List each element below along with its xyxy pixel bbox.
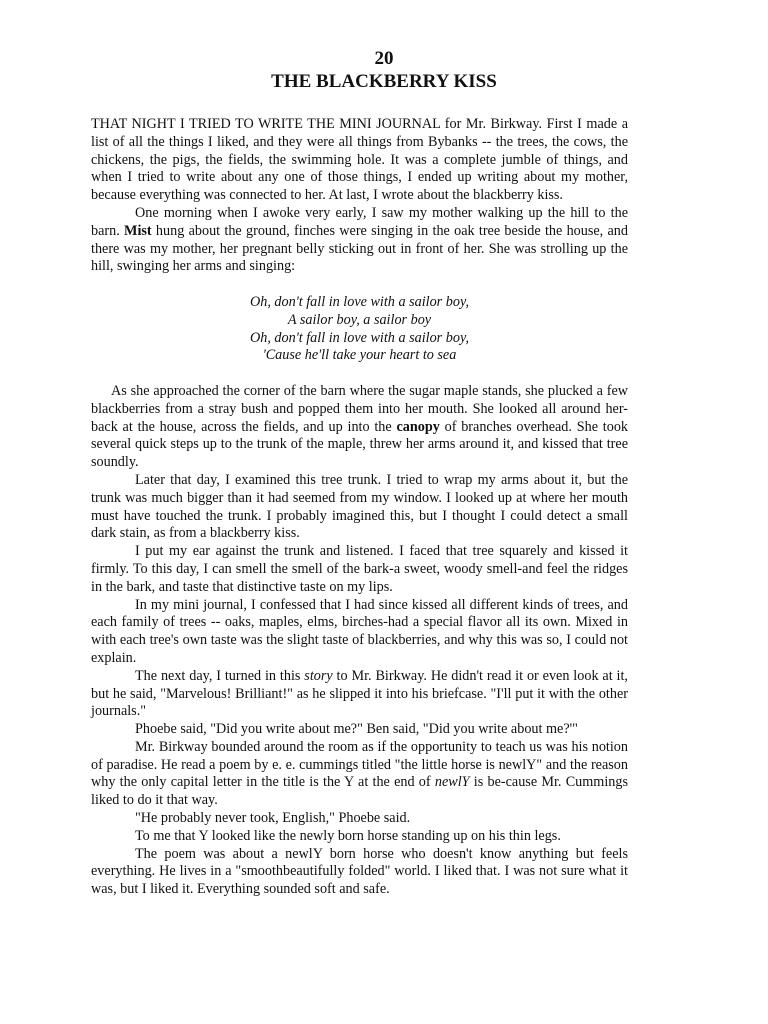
chapter-number: 20 (374, 48, 394, 69)
chapter-heading (0, 48, 768, 94)
paragraph-2-text-a: One morning when I awoke very early, I saw my mother walking up the hill to the barn. (91, 204, 628, 239)
song-verse (91, 294, 628, 365)
paragraph-9 (91, 739, 628, 810)
song-line: Oh, don't fall in love with a sailor boy, (250, 329, 469, 346)
paragraph-3-text-b: of branches overhead. She took several quick steps up to the trunk of the maple, threw her arms around it, and kissed that tree soundly. (91, 418, 629, 471)
paragraph-9-text-a: Mr. Birkway bounded around the room as if the opportunity to teach us was his notion of paradise. He read a poem by e. e. cummings titled "the little horse is newlY" and the reason why the only capital letter in the title is the Y at the end of (91, 738, 628, 791)
paragraph-12: The poem was about a newlY born horse who doesn't know anything but feels everything. He lives in a "smoothbeautifully folded" world. I liked that. I was not sure what it was, but I liked it. Everything sounded soft and safe. (91, 845, 628, 898)
song-line: 'Cause he'll take your heart to sea (262, 347, 457, 364)
paragraph-6: In my mini journal, I confessed that I had since kissed all different kinds of trees, and each family of trees -- oaks, maples, elms, birches-had a special flavor all its own. Mixed in with each tree's own taste was the slight taste of blackberries, and why this was so, I could not explain. (91, 596, 628, 666)
paragraph-2 (91, 205, 628, 276)
paragraph-5: I put my ear against the trunk and listened. I faced that tree squarely and kissed it firmly. To this day, I can smell the smell of the bark-a sweet, woody smell-and feel the ridges in the bark, and taste that distinctive taste on my lips. (91, 543, 628, 595)
vocab-word-canopy: canopy (396, 418, 440, 435)
song-line: Oh, don't fall in love with a sailor boy, (250, 293, 469, 310)
italic-word-newly: newlY (434, 774, 470, 791)
paragraph-8: Phoebe said, "Did you write about me?" Ben said, "Did you write about me?'" (135, 721, 578, 738)
paragraph-11: To me that Y looked like the newly born horse standing up on his thin legs. (135, 827, 561, 844)
paragraph-10: "He probably never took, English," Phoebe said. (135, 810, 411, 827)
vocab-word-mist: Mist (124, 222, 152, 239)
chapter-title: THE BLACKBERRY KISS (271, 71, 497, 92)
paragraph-1: THAT NIGHT I TRIED TO WRITE THE MINI JOURNAL for Mr. Birkway. First I made a list of all the things I liked, and they were all things from Bybanks -- the trees, the cows, the chickens, the pigs, the fields, the swimming hole. It was a complete jumble of things, and when I tried to write about any one of those things, I ended up writing about my mother, because everything was connected to her. At last, I wrote about the blackberry kiss. (91, 116, 628, 204)
paragraph-3-text-a: As she approached the corner of the barn where the sugar maple stands, she plucked a few blackberries from a stray bush and popped them into her mouth. She looked all around her-back at the house, across the fields, and up into the (91, 382, 628, 435)
chapter-body (91, 116, 628, 899)
paragraph-3 (91, 383, 628, 472)
song-line: A sailor boy, a sailor boy (287, 311, 432, 328)
italic-word-story: story (304, 667, 333, 684)
paragraph-2-text-b: hung about the ground, finches were singing in the oak tree beside the house, and there was my mother, her pregnant belly sticking out in front of her. She was strolling up the hill, swinging her arms and singing: (91, 222, 628, 275)
paragraph-7 (91, 668, 628, 721)
paragraph-7-text-b: to Mr. Birkway. He didn't read it or even look at it, but he said, "Marvelous! Brilliant!" as he slipped it into his briefcase. "I'll put it with the other journals." (91, 667, 628, 720)
paragraph-7-text-a: The next day, I turned in this (135, 667, 305, 684)
paragraph-9-text-b: is be-cause Mr. Cummings liked to do it that way. (91, 774, 628, 809)
paragraph-4: Later that day, I examined this tree trunk. I tried to wrap my arms about it, but the trunk was much bigger than it had seemed from my window. I looked up at where her mouth must have touched the trunk. I probably imagined this, but I thought I could detect a small dark stain, as from a blackberry kiss. (91, 471, 628, 542)
